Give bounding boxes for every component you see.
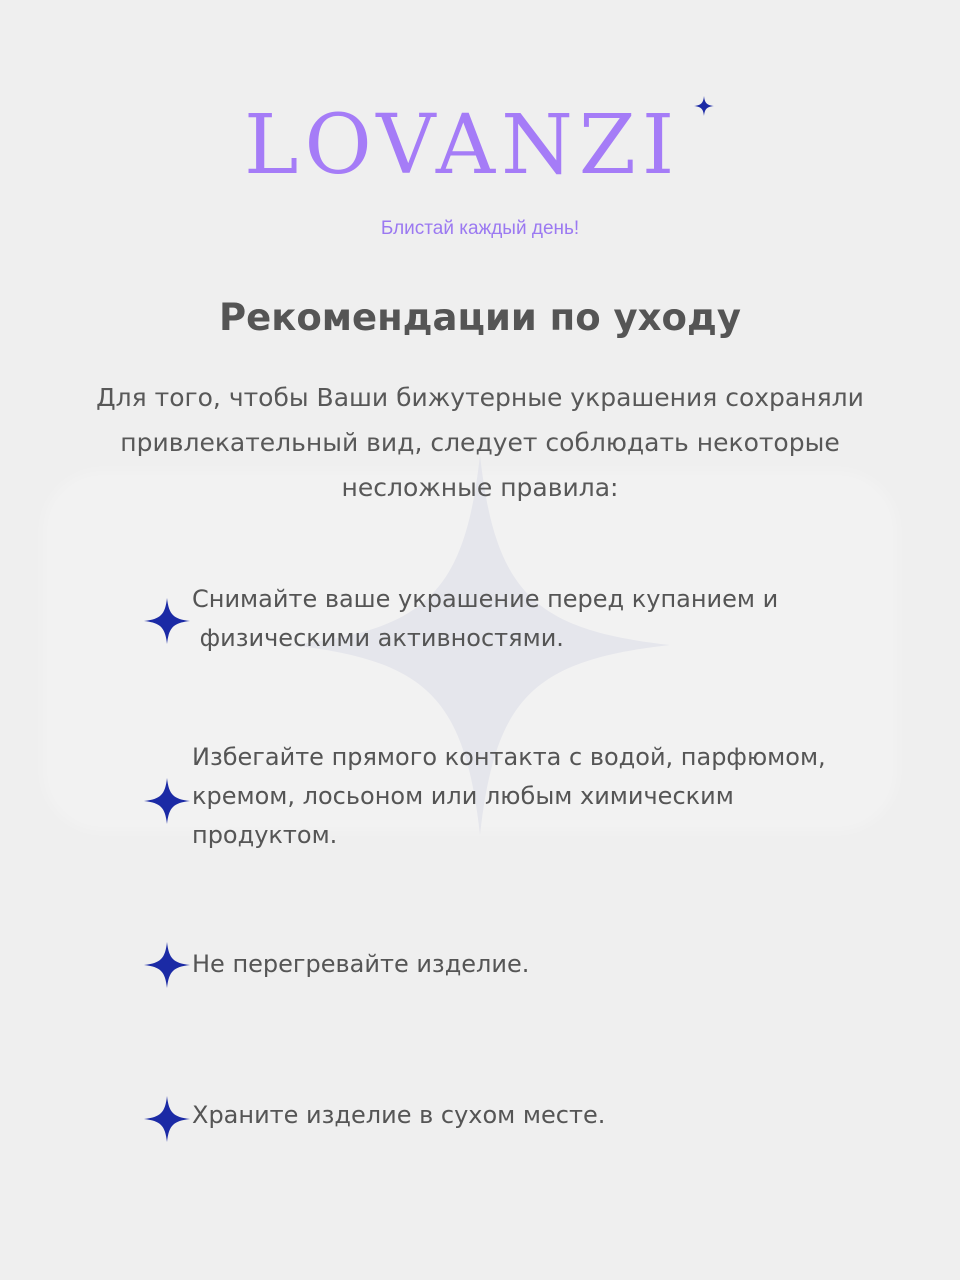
logo-sparkle-icon [694,96,714,116]
rule-text: Снимайте ваше украшение перед купанием и физическими активностями. [192,585,779,652]
intro-paragraph: Для того, чтобы Ваши бижутерные украшения сохраняли привлекательный вид, следует соблюдать некоторые несложные правила: [96,383,864,502]
rule-text: Избегайте прямого контакта с водой, парфюмом, кремом, лосьоном или любым химическим продуктом. [192,743,826,849]
brand-logo [0,96,960,196]
brand-name: LOVANZI [244,98,681,193]
rule-text: Не перегревайте изделие. [192,950,530,978]
sparkle-icon [144,942,190,988]
sparkle-icon [144,598,190,644]
rule-text: Храните изделие в сухом месте. [192,1101,606,1129]
page-title: Рекомендации по уходу [219,296,741,339]
sparkle-icon [144,778,190,824]
brand-tagline: Блистай каждый день! [380,218,580,239]
sparkle-icon [144,1096,190,1142]
